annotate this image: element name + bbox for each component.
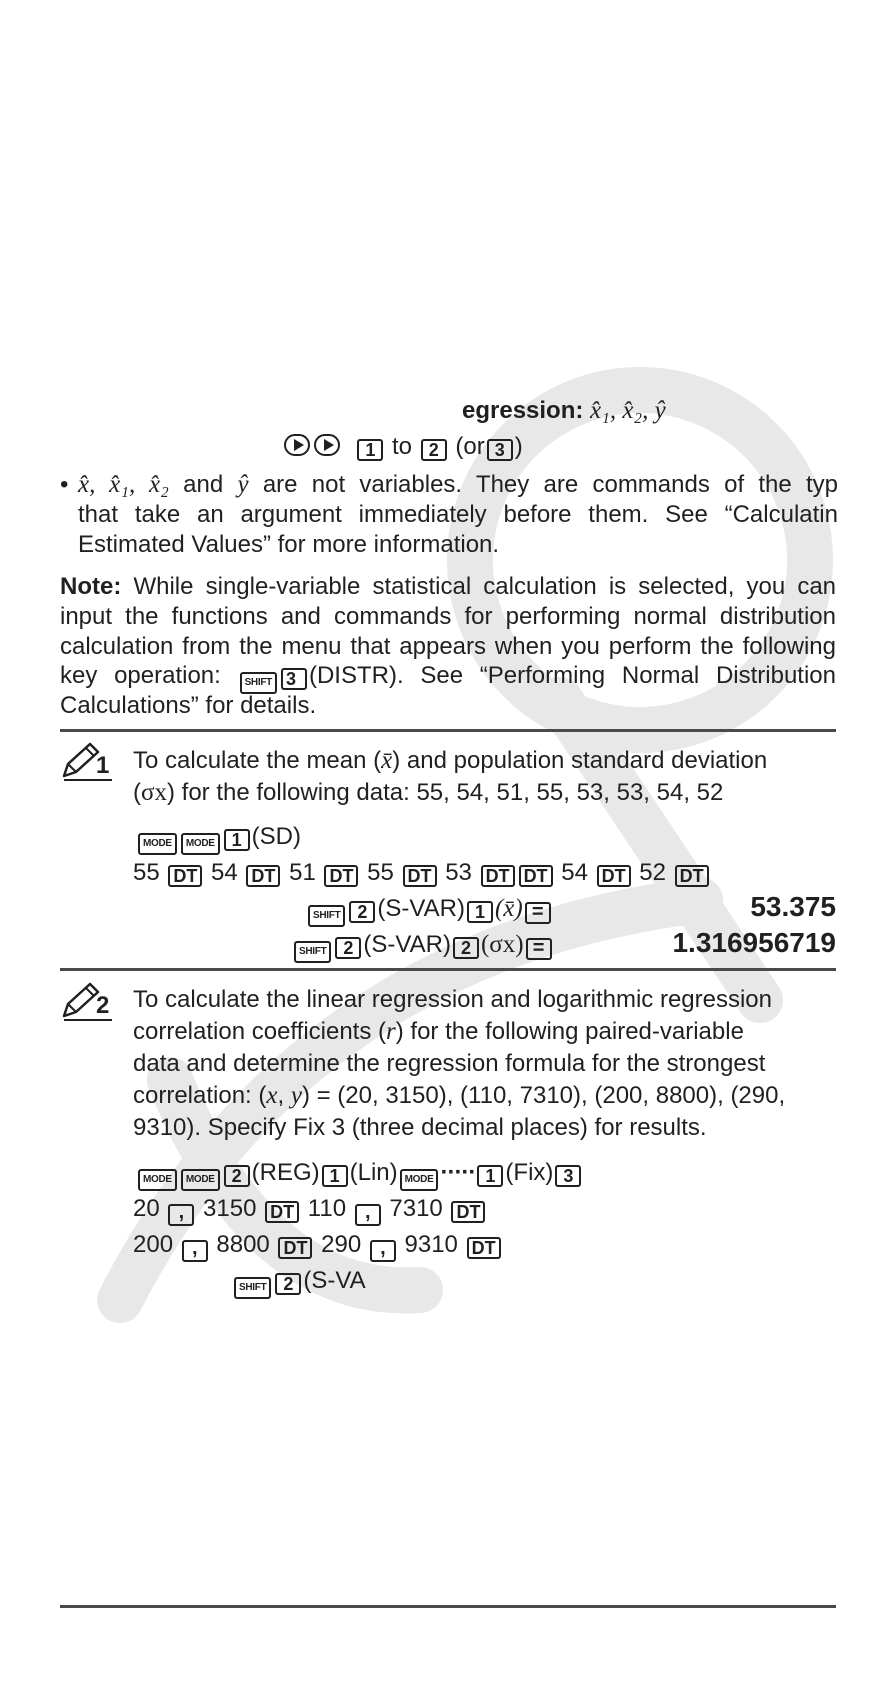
note-key-op: key operation:: [60, 662, 221, 689]
dt-key: DT: [403, 865, 437, 887]
desc-text: ) and population standard deviation: [392, 747, 768, 774]
right-arrow-key-icon: [284, 434, 310, 456]
note-line-2: input the functions and commands for performing normal distribution: [60, 603, 836, 630]
note-distr: (DISTR). See “Performing Normal Distribution: [308, 662, 836, 689]
comma-key: ,: [370, 1240, 396, 1262]
divider: [60, 968, 836, 971]
sigma-symbol: σx: [141, 779, 167, 806]
data-value: 3150: [203, 1195, 257, 1222]
comma-key: ,: [182, 1240, 208, 1262]
mode-key: MODE: [181, 1169, 220, 1191]
hat-symbols: x̂, x̂₁, x̂₂: [78, 471, 169, 498]
dt-key: DT: [481, 865, 515, 887]
key-2: 2: [275, 1273, 301, 1295]
equals-key: =: [526, 938, 552, 960]
heading-label: egression:: [462, 397, 584, 424]
example-2-data-row-2: [133, 1230, 503, 1262]
to-word: to: [392, 433, 413, 460]
data-value: 51: [289, 859, 316, 886]
heading-formula: x̂₁, x̂₂, ŷ: [590, 397, 666, 424]
bullet-text: are not variables. They are commands of the typ: [262, 471, 839, 498]
key-1: 1: [477, 1165, 503, 1187]
desc-text: ) for the following data: 55, 54, 51, 55, 53, 53, 54, 52: [166, 779, 724, 806]
example-2-svar-keys: [232, 1266, 366, 1299]
desc-text: ) = (20, 3150), (110, 7310), (200, 8800), (290,: [301, 1082, 786, 1109]
or-word: (or: [455, 433, 485, 460]
paren: (: [133, 779, 141, 806]
dt-key: DT: [265, 1201, 299, 1223]
example-1-mean-keys: [306, 894, 553, 927]
shift-key: SHIFT: [240, 672, 277, 694]
right-arrow-key-icon: [314, 434, 340, 456]
example-1-data-entry: [133, 858, 711, 888]
example-1-desc-1: [133, 746, 767, 776]
example-1-keys-mode: [136, 822, 301, 855]
dt-key: DT: [519, 865, 553, 887]
x-bar-label: (x̄): [494, 895, 523, 922]
regression-heading: [462, 396, 666, 426]
data-value: 7310: [389, 1195, 443, 1222]
example-1-number: 1: [96, 752, 110, 779]
comma-key: ,: [355, 1204, 381, 1226]
key-2: 2: [453, 937, 479, 959]
x-bar-symbol: x̄: [381, 747, 393, 774]
shift-key: SHIFT: [294, 941, 331, 963]
y-symbol: y: [290, 1082, 302, 1109]
data-value: 110: [307, 1195, 347, 1222]
dt-key: DT: [168, 865, 202, 887]
example-1-desc-2: [133, 778, 723, 808]
example-1-sigma-keys: [292, 930, 554, 963]
key-1: 1: [322, 1165, 348, 1187]
shift-key: SHIFT: [308, 905, 345, 927]
mode-key: MODE: [138, 1169, 177, 1191]
key-2: 2: [224, 1165, 250, 1187]
example-1-marker: [60, 742, 112, 787]
dt-key: DT: [324, 865, 358, 887]
example-2-desc-2: [133, 1017, 744, 1047]
key-3: 3: [487, 439, 513, 461]
data-value: 290: [321, 1231, 362, 1258]
bullet-line-1: [78, 470, 838, 500]
bullet-line-3: Estimated Values” for more information.: [78, 531, 500, 558]
example-2-marker: [60, 982, 112, 1027]
note-line-3: calculation from the menu that appears when you perform the following: [60, 633, 836, 660]
example-2-desc-1: To calculate the linear regression and logarithmic regression: [133, 986, 772, 1013]
key-1: 1: [224, 829, 250, 851]
key-1: 1: [357, 439, 383, 461]
desc-text: correlation coefficients (: [133, 1018, 387, 1045]
sigma-label: (σx): [480, 931, 524, 958]
dt-key: DT: [451, 1201, 485, 1223]
data-value: 9310: [404, 1231, 458, 1258]
example-2-desc-5: 9310). Specify Fix 3 (three decimal places) for results.: [133, 1114, 707, 1141]
data-value: 55: [367, 859, 394, 886]
divider: [60, 729, 836, 732]
svar-label: (S-VAR): [377, 895, 465, 922]
comma: ,: [277, 1082, 285, 1109]
desc-text: correlation: (: [133, 1082, 267, 1109]
and-word: and: [183, 471, 224, 498]
key-3: 3: [281, 668, 307, 690]
data-value: 200: [133, 1231, 174, 1258]
key-2: 2: [421, 439, 447, 461]
example-2-number: 2: [96, 992, 110, 1019]
data-value: 53: [445, 859, 472, 886]
note-line-5: Calculations” for details.: [60, 692, 317, 719]
data-value: 52: [639, 859, 666, 886]
data-value: 20: [133, 1195, 160, 1222]
r-symbol: r: [386, 1018, 396, 1045]
data-value: 55: [133, 859, 160, 886]
svar-label: (S-VAR): [363, 931, 451, 958]
dt-key: DT: [278, 1237, 312, 1259]
desc-text: To calculate the mean (: [133, 747, 382, 774]
key-sequence-line: [282, 432, 523, 462]
svar-partial: (S-VA: [303, 1267, 366, 1294]
bullet-line-2: that take an argument immediately before them. See “Calculatin: [78, 501, 838, 528]
desc-text: ) for the following paired-variable: [395, 1018, 744, 1045]
key-2: 2: [349, 901, 375, 923]
equals-key: =: [525, 902, 551, 924]
close-paren: ): [514, 433, 523, 460]
example-2-setup-keys: [136, 1158, 583, 1191]
key-2: 2: [335, 937, 361, 959]
key-3: 3: [555, 1165, 581, 1187]
lin-label: (Lin): [349, 1159, 398, 1186]
example-2-desc-4: [133, 1081, 785, 1111]
example-2-desc-3: data and determine the regression formula for the strongest: [133, 1050, 766, 1077]
bullet-mark: •: [60, 471, 69, 498]
note-line-4: [60, 661, 836, 694]
repeat-dots: ·····: [440, 1159, 476, 1186]
note-line-1: [60, 572, 836, 602]
data-value: 8800: [216, 1231, 270, 1258]
result-mean: 53.375: [750, 891, 836, 922]
data-value: 54: [211, 859, 238, 886]
note-label: Note:: [60, 573, 122, 600]
dt-key: DT: [246, 865, 280, 887]
data-value: 54: [561, 859, 588, 886]
mode-key: MODE: [400, 1169, 439, 1191]
comma-key: ,: [168, 1204, 194, 1226]
reg-label: (REG): [251, 1159, 320, 1186]
dt-key: DT: [597, 865, 631, 887]
footer-divider: [60, 1605, 836, 1608]
mode-key: MODE: [138, 833, 177, 855]
fix-label: (Fix): [505, 1159, 554, 1186]
result-sigma: 1.316956719: [672, 927, 836, 958]
sd-label: (SD): [251, 823, 301, 850]
mode-key: MODE: [181, 833, 220, 855]
note-text-1: While single-variable statistical calculation is selected, you can: [133, 573, 837, 600]
example-2-data-row-1: [133, 1194, 487, 1226]
dt-key: DT: [467, 1237, 501, 1259]
dt-key: DT: [675, 865, 709, 887]
shift-key: SHIFT: [234, 1277, 271, 1299]
key-1: 1: [467, 901, 493, 923]
x-symbol: x: [266, 1082, 278, 1109]
y-hat-symbol: ŷ: [237, 471, 249, 498]
